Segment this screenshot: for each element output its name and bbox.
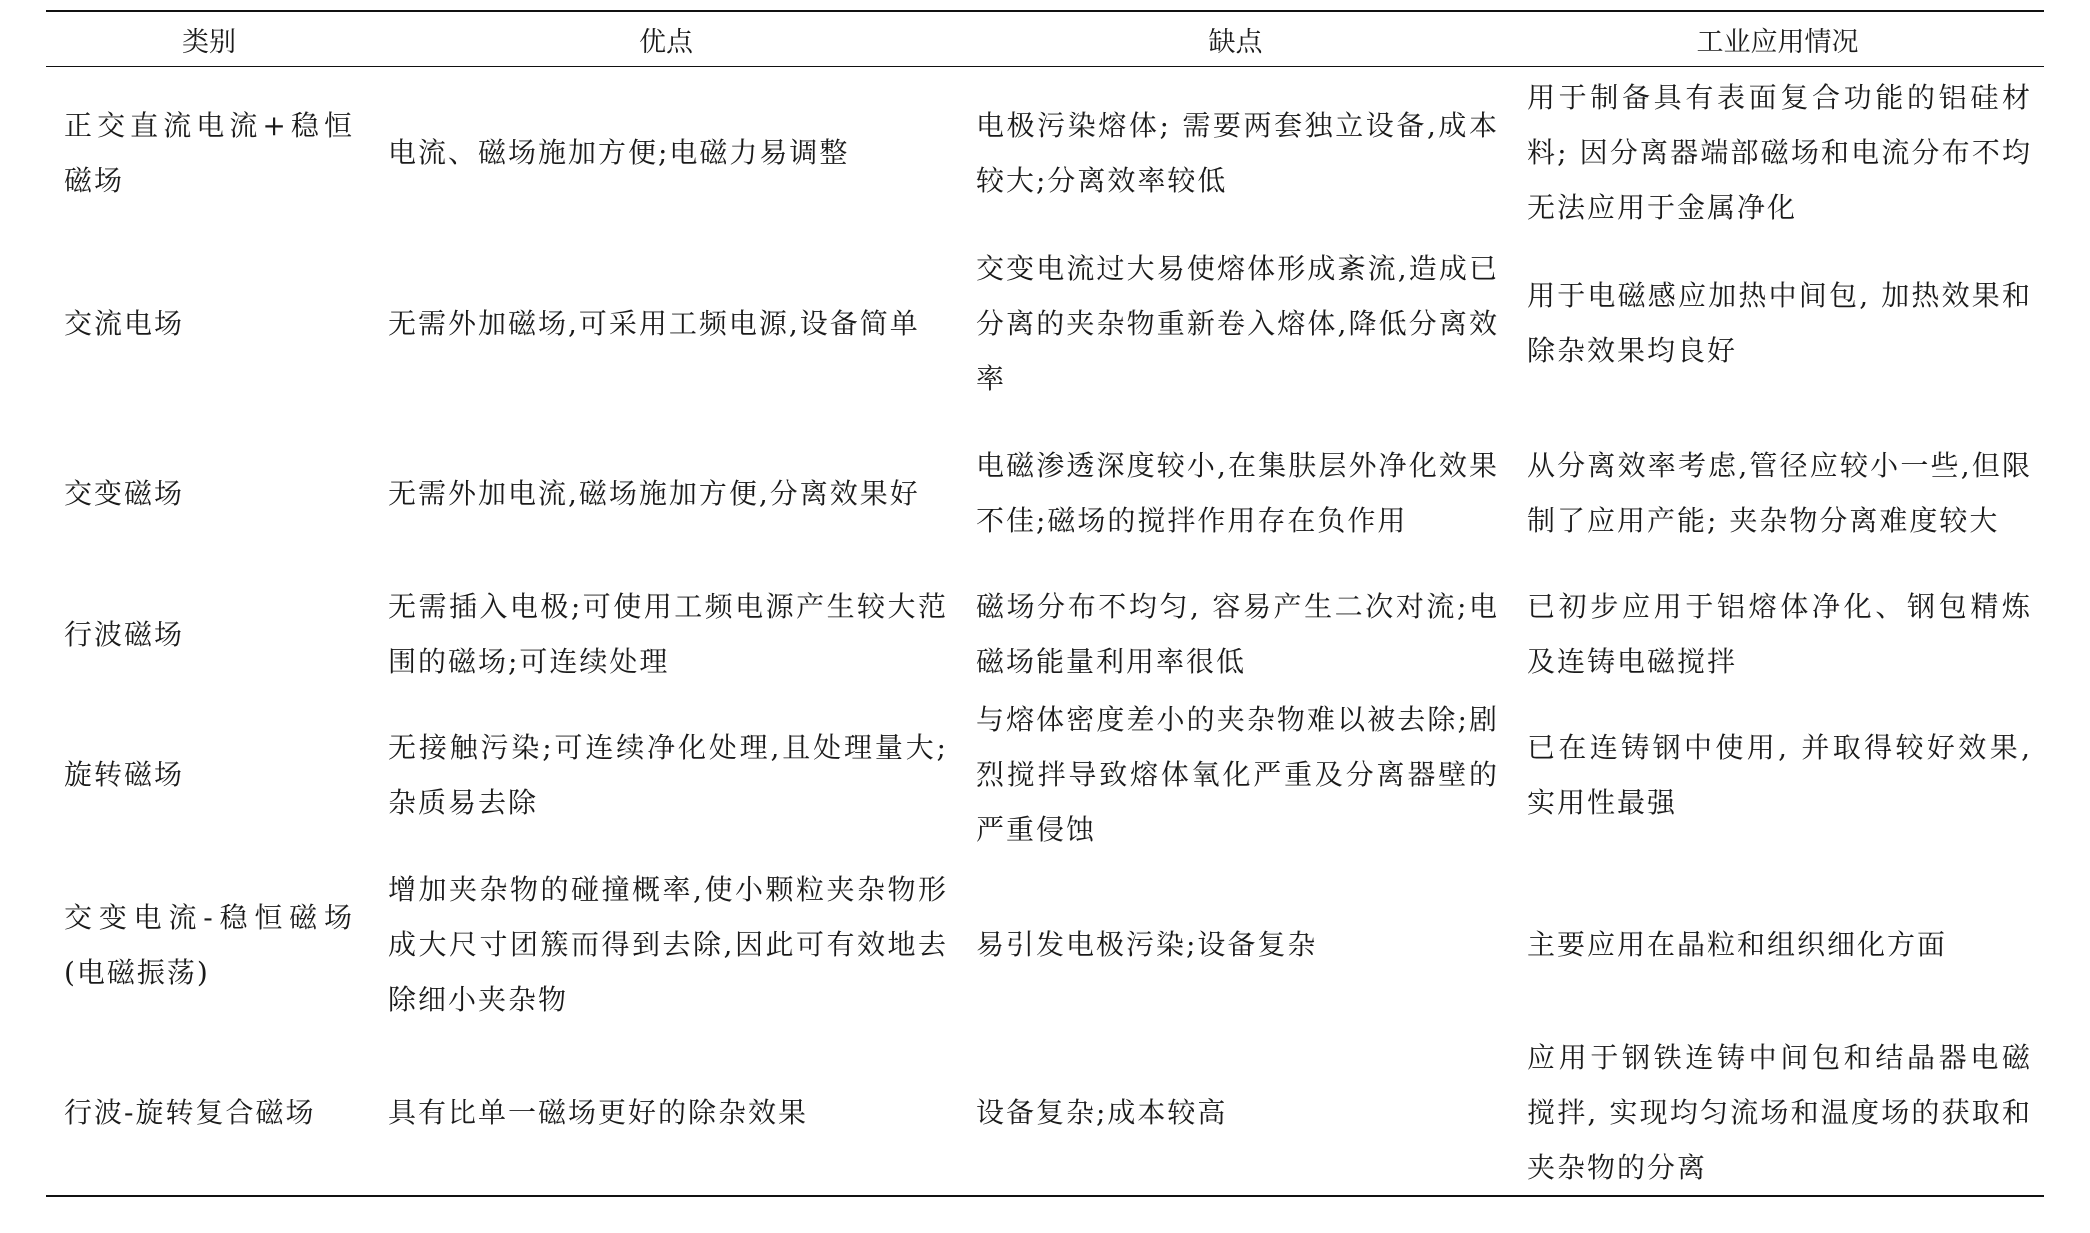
application-cell: 用于电磁感应加热中间包, 加热效果和除杂效果均良好 xyxy=(1527,279,2032,367)
comparison-table-container xyxy=(46,10,2044,1197)
category-cell: 交变磁场 xyxy=(64,476,185,510)
application-cell: 用于制备具有表面复合功能的铝硅材料; 因分离器端部磁场和电流分布不均无法应用于金属净化 xyxy=(1527,81,2032,225)
comparison-table xyxy=(46,10,2044,1197)
disadvantages-cell: 交变电流过大易使熔体形成紊流,造成已分离的夹杂物重新卷入熔体,降低分离效率 xyxy=(976,251,1499,395)
header-application: 工业应用情况 xyxy=(1696,26,1859,58)
advantages-cell: 无需外加电流,磁场施加方便,分离效果好 xyxy=(388,476,920,510)
advantages-cell: 无接触污染;可连续净化处理,且处理量大;杂质易去除 xyxy=(388,730,948,819)
table-row xyxy=(46,860,2044,1030)
table-row xyxy=(46,1030,2044,1196)
category-cell: 行波磁场 xyxy=(64,617,185,651)
advantages-cell: 具有比单一磁场更好的除杂效果 xyxy=(388,1095,809,1129)
application-cell: 已在连铸钢中使用, 并取得较好效果,实用性最强 xyxy=(1527,730,2032,819)
header-category: 类别 xyxy=(182,26,236,58)
advantages-cell: 电流、磁场施加方便;电磁力易调整 xyxy=(388,136,850,170)
disadvantages-cell: 与熔体密度差小的夹杂物难以被去除;剧烈搅拌导致熔体氧化严重及分离器壁的严重侵蚀 xyxy=(976,703,1499,846)
disadvantages-cell: 电极污染熔体; 需要两套独立设备,成本较大;分离效率较低 xyxy=(976,108,1499,197)
application-cell: 已初步应用于铝熔体净化、钢包精炼及连铸电磁搅拌 xyxy=(1527,590,2032,678)
table-row xyxy=(46,408,2044,579)
table-row xyxy=(46,239,2044,408)
advantages-cell: 增加夹杂物的碰撞概率,使小颗粒夹杂物形成大尺寸团簇而得到去除,因此可有效地去除细小夹杂物 xyxy=(388,873,948,1016)
category-cell: 交变电流-稳恒磁场(电磁振荡) xyxy=(64,900,354,989)
advantages-cell: 无需外加磁场,可采用工频电源,设备简单 xyxy=(388,306,920,340)
disadvantages-cell: 设备复杂;成本较高 xyxy=(976,1095,1228,1129)
header-row xyxy=(46,11,2044,67)
category-cell: 旋转磁场 xyxy=(64,758,185,791)
table-row xyxy=(46,579,2044,690)
table-row xyxy=(46,67,2044,239)
disadvantages-cell: 易引发电极污染;设备复杂 xyxy=(976,928,1318,961)
category-cell: 正交直流电流+稳恒磁场 xyxy=(64,108,354,197)
table-header xyxy=(46,11,2044,67)
disadvantages-cell: 电磁渗透深度较小,在集肤层外净化效果不佳;磁场的搅拌作用存在负作用 xyxy=(976,449,1499,537)
application-cell: 从分离效率考虑,管径应较小一些,但限制了应用产能; 夹杂物分离难度较大 xyxy=(1527,449,2032,537)
header-advantages: 优点 xyxy=(639,26,693,58)
header-disadvantages: 缺点 xyxy=(1208,26,1263,58)
application-cell: 主要应用在晶粒和组织细化方面 xyxy=(1527,928,1948,961)
category-cell: 交流电场 xyxy=(64,306,185,340)
advantages-cell: 无需插入电极;可使用工频电源产生较大范围的磁场;可连续处理 xyxy=(388,590,948,678)
category-cell: 行波-旋转复合磁场 xyxy=(64,1095,316,1129)
disadvantages-cell: 磁场分布不均匀, 容易产生二次对流;电磁场能量利用率很低 xyxy=(976,590,1499,678)
application-cell: 应用于钢铁连铸中间包和结晶器电磁搅拌, 实现均匀流场和温度场的获取和夹杂物的分离 xyxy=(1527,1040,2032,1184)
table-row xyxy=(46,690,2044,860)
table-body xyxy=(46,67,2044,1196)
